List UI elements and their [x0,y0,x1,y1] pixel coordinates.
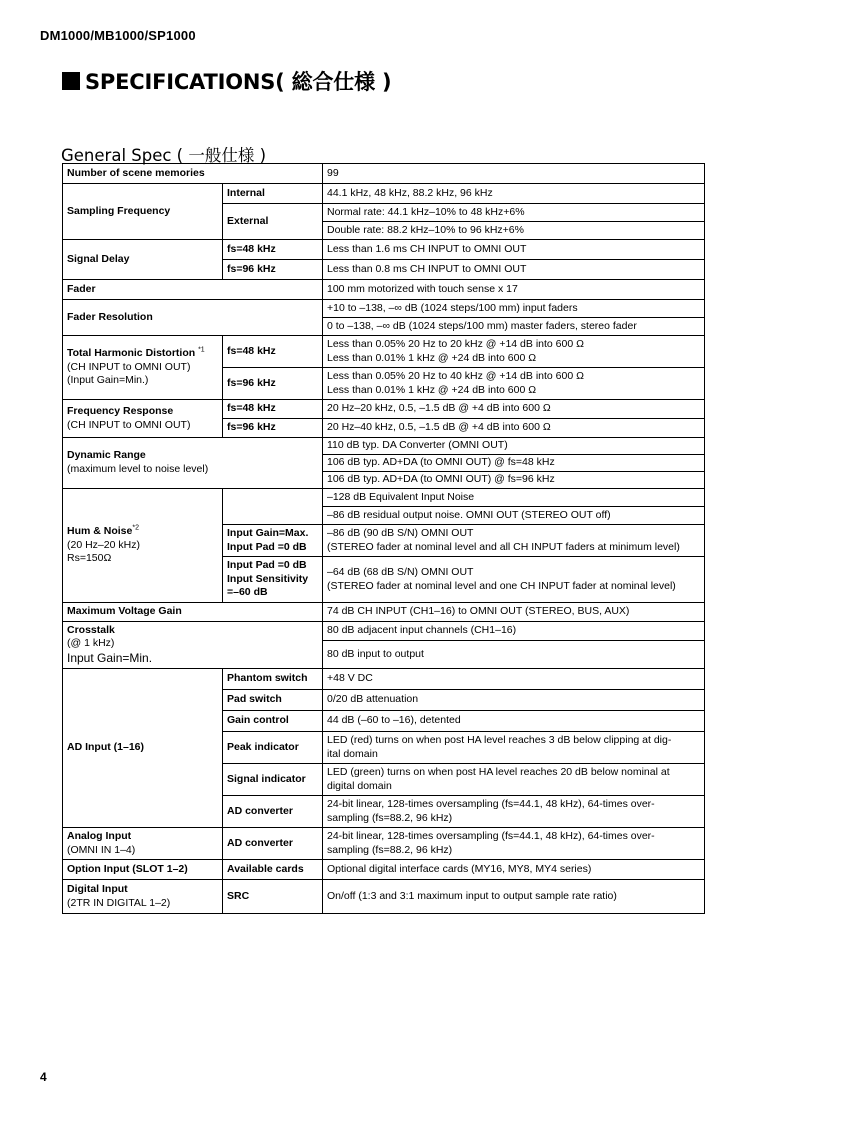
sub-label: fs=96 kHz [223,260,323,280]
row-value: 106 dB typ. AD+DA (to OMNI OUT) @ fs=48 kHz [323,455,705,472]
table-row [63,603,705,622]
sub-label: fs=96 kHz [223,419,323,438]
sub-label: Peak indicator [223,732,323,764]
row-label: Number of scene memories [63,164,323,184]
row-value: 20 Hz–20 kHz, 0.5, –1.5 dB @ +4 dB into 600 Ω [323,400,705,419]
row-value: 80 dB adjacent input channels (CH1–16) [323,622,705,641]
table-row [63,400,705,419]
table-row [63,828,705,860]
row-label: Digital Input (2TR IN DIGITAL 1–2) [63,880,223,914]
table-row [63,860,705,880]
row-value: 99 [323,164,705,184]
row-label: Maximum Voltage Gain [63,603,323,622]
table-row [63,489,705,507]
table-row [63,300,705,318]
row-label: Hum & Noise$^{*2}$ (20 Hz–20 kHz) Rs=150Ω [63,489,223,603]
model-header: DM1000/MB1000/SP1000 [40,28,196,43]
section-title: SPECIFICATIONS( 総合仕様 ) [85,70,392,94]
row-value: Optional digital interface cards (MY16, MY8, MY4 series) [323,860,705,880]
table-row [63,336,705,368]
row-label: Fader Resolution [63,300,323,336]
sub-label: AD converter [223,828,323,860]
row-label: Total Harmonic Distortion $^{*1}$ (CH INPUT to OMNI OUT) (Input Gain=Min.) [63,336,223,400]
row-value: +10 to –138, –∞ dB (1024 steps/100 mm) input faders [323,300,705,318]
row-value: LED (red) turns on when post HA level reaches 3 dB below clipping at dig- ital domain [323,732,705,764]
sub-label-empty [223,489,323,525]
sub-label: Signal indicator [223,764,323,796]
sub-label: Gain control [223,711,323,732]
sub-label: fs=48 kHz [223,240,323,260]
table-row [63,240,705,260]
row-value: 74 dB CH INPUT (CH1–16) to OMNI OUT (STEREO, BUS, AUX) [323,603,705,622]
table-row [63,622,705,641]
row-value: –86 dB residual output noise. OMNI OUT (STEREO OUT off) [323,507,705,525]
row-value: LED (green) turns on when post HA level reaches 20 dB below nominal at digital domain [323,764,705,796]
row-value: Less than 0.8 ms CH INPUT to OMNI OUT [323,260,705,280]
row-label: Dynamic Range (maximum level to noise level) [63,438,323,489]
row-value: Normal rate: 44.1 kHz–10% to 48 kHz+6% [323,204,705,222]
sub-label: Input Pad =0 dB Input Sensitivity =–60 dB [223,557,323,603]
page-number: 4 [40,1070,47,1084]
row-value: 24-bit linear, 128-times oversampling (fs=44.1, 48 kHz), 64-times over- sampling (fs=88.2, 96 kHz) [323,796,705,828]
row-label: Analog Input (OMNI IN 1–4) [63,828,223,860]
row-value: 44.1 kHz, 48 kHz, 88.2 kHz, 96 kHz [323,184,705,204]
sub-label: fs=48 kHz [223,336,323,368]
row-value: Double rate: 88.2 kHz–10% to 96 kHz+6% [323,222,705,240]
row-value: 20 Hz–40 kHz, 0.5, –1.5 dB @ +4 dB into 600 Ω [323,419,705,438]
sub-label: Pad switch [223,690,323,711]
table-row [63,184,705,204]
row-label: Crosstalk (@ 1 kHz) Input Gain=Min. [63,622,323,669]
row-value: –86 dB (90 dB S/N) OMNI OUT (STEREO fader at nominal level and all CH INPUT faders at minimum level) [323,525,705,557]
row-value: Less than 0.05% 20 Hz to 20 kHz @ +14 dB into 600 Ω Less than 0.01% 1 kHz @ +24 dB into 600 Ω [323,336,705,368]
row-label: Option Input (SLOT 1–2) [63,860,223,880]
sub-label: AD converter [223,796,323,828]
table-row [63,280,705,300]
row-value: 0/20 dB attenuation [323,690,705,711]
table-row [63,669,705,690]
row-value: –64 dB (68 dB S/N) OMNI OUT (STEREO fader at nominal level and one CH INPUT fader at nominal level) [323,557,705,603]
sub-label: Available cards [223,860,323,880]
sub-label: External [223,204,323,240]
row-value: On/off (1:3 and 3:1 maximum input to output sample rate ratio) [323,880,705,914]
row-label: Fader [63,280,323,300]
sub-label: Input Gain=Max. Input Pad =0 dB [223,525,323,557]
sub-label: Internal [223,184,323,204]
sub-label: fs=48 kHz [223,400,323,419]
general-spec-table [62,163,705,914]
table-row [63,164,705,184]
row-value: 106 dB typ. AD+DA (to OMNI OUT) @ fs=96 kHz [323,472,705,489]
row-label: Frequency Response (CH INPUT to OMNI OUT) [63,400,223,438]
row-value: 80 dB input to output [323,641,705,669]
row-label: Signal Delay [63,240,223,280]
row-value: 100 mm motorized with touch sense x 17 [323,280,705,300]
row-value: 24-bit linear, 128-times oversampling (fs=44.1, 48 kHz), 64-times over- sampling (fs=88.2, 96 kHz) [323,828,705,860]
table-row [63,438,705,455]
row-value: Less than 1.6 ms CH INPUT to OMNI OUT [323,240,705,260]
subsection-title: General Spec ( 一般仕様 ) [61,146,267,165]
sub-label: SRC [223,880,323,914]
row-value: 110 dB typ. DA Converter (OMNI OUT) [323,438,705,455]
row-value: +48 V DC [323,669,705,690]
heading-square-icon [62,72,80,90]
row-label: Sampling Frequency [63,184,223,240]
row-value: –128 dB Equivalent Input Noise [323,489,705,507]
row-label: AD Input (1–16) [63,669,223,828]
table-row [63,880,705,914]
row-value: 44 dB (–60 to –16), detented [323,711,705,732]
sub-label: fs=96 kHz [223,368,323,400]
row-value: 0 to –138, –∞ dB (1024 steps/100 mm) master faders, stereo fader [323,318,705,336]
section-heading [62,66,391,96]
row-value: Less than 0.05% 20 Hz to 40 kHz @ +14 dB into 600 Ω Less than 0.01% 1 kHz @ +24 dB into 600 Ω [323,368,705,400]
sub-label: Phantom switch [223,669,323,690]
